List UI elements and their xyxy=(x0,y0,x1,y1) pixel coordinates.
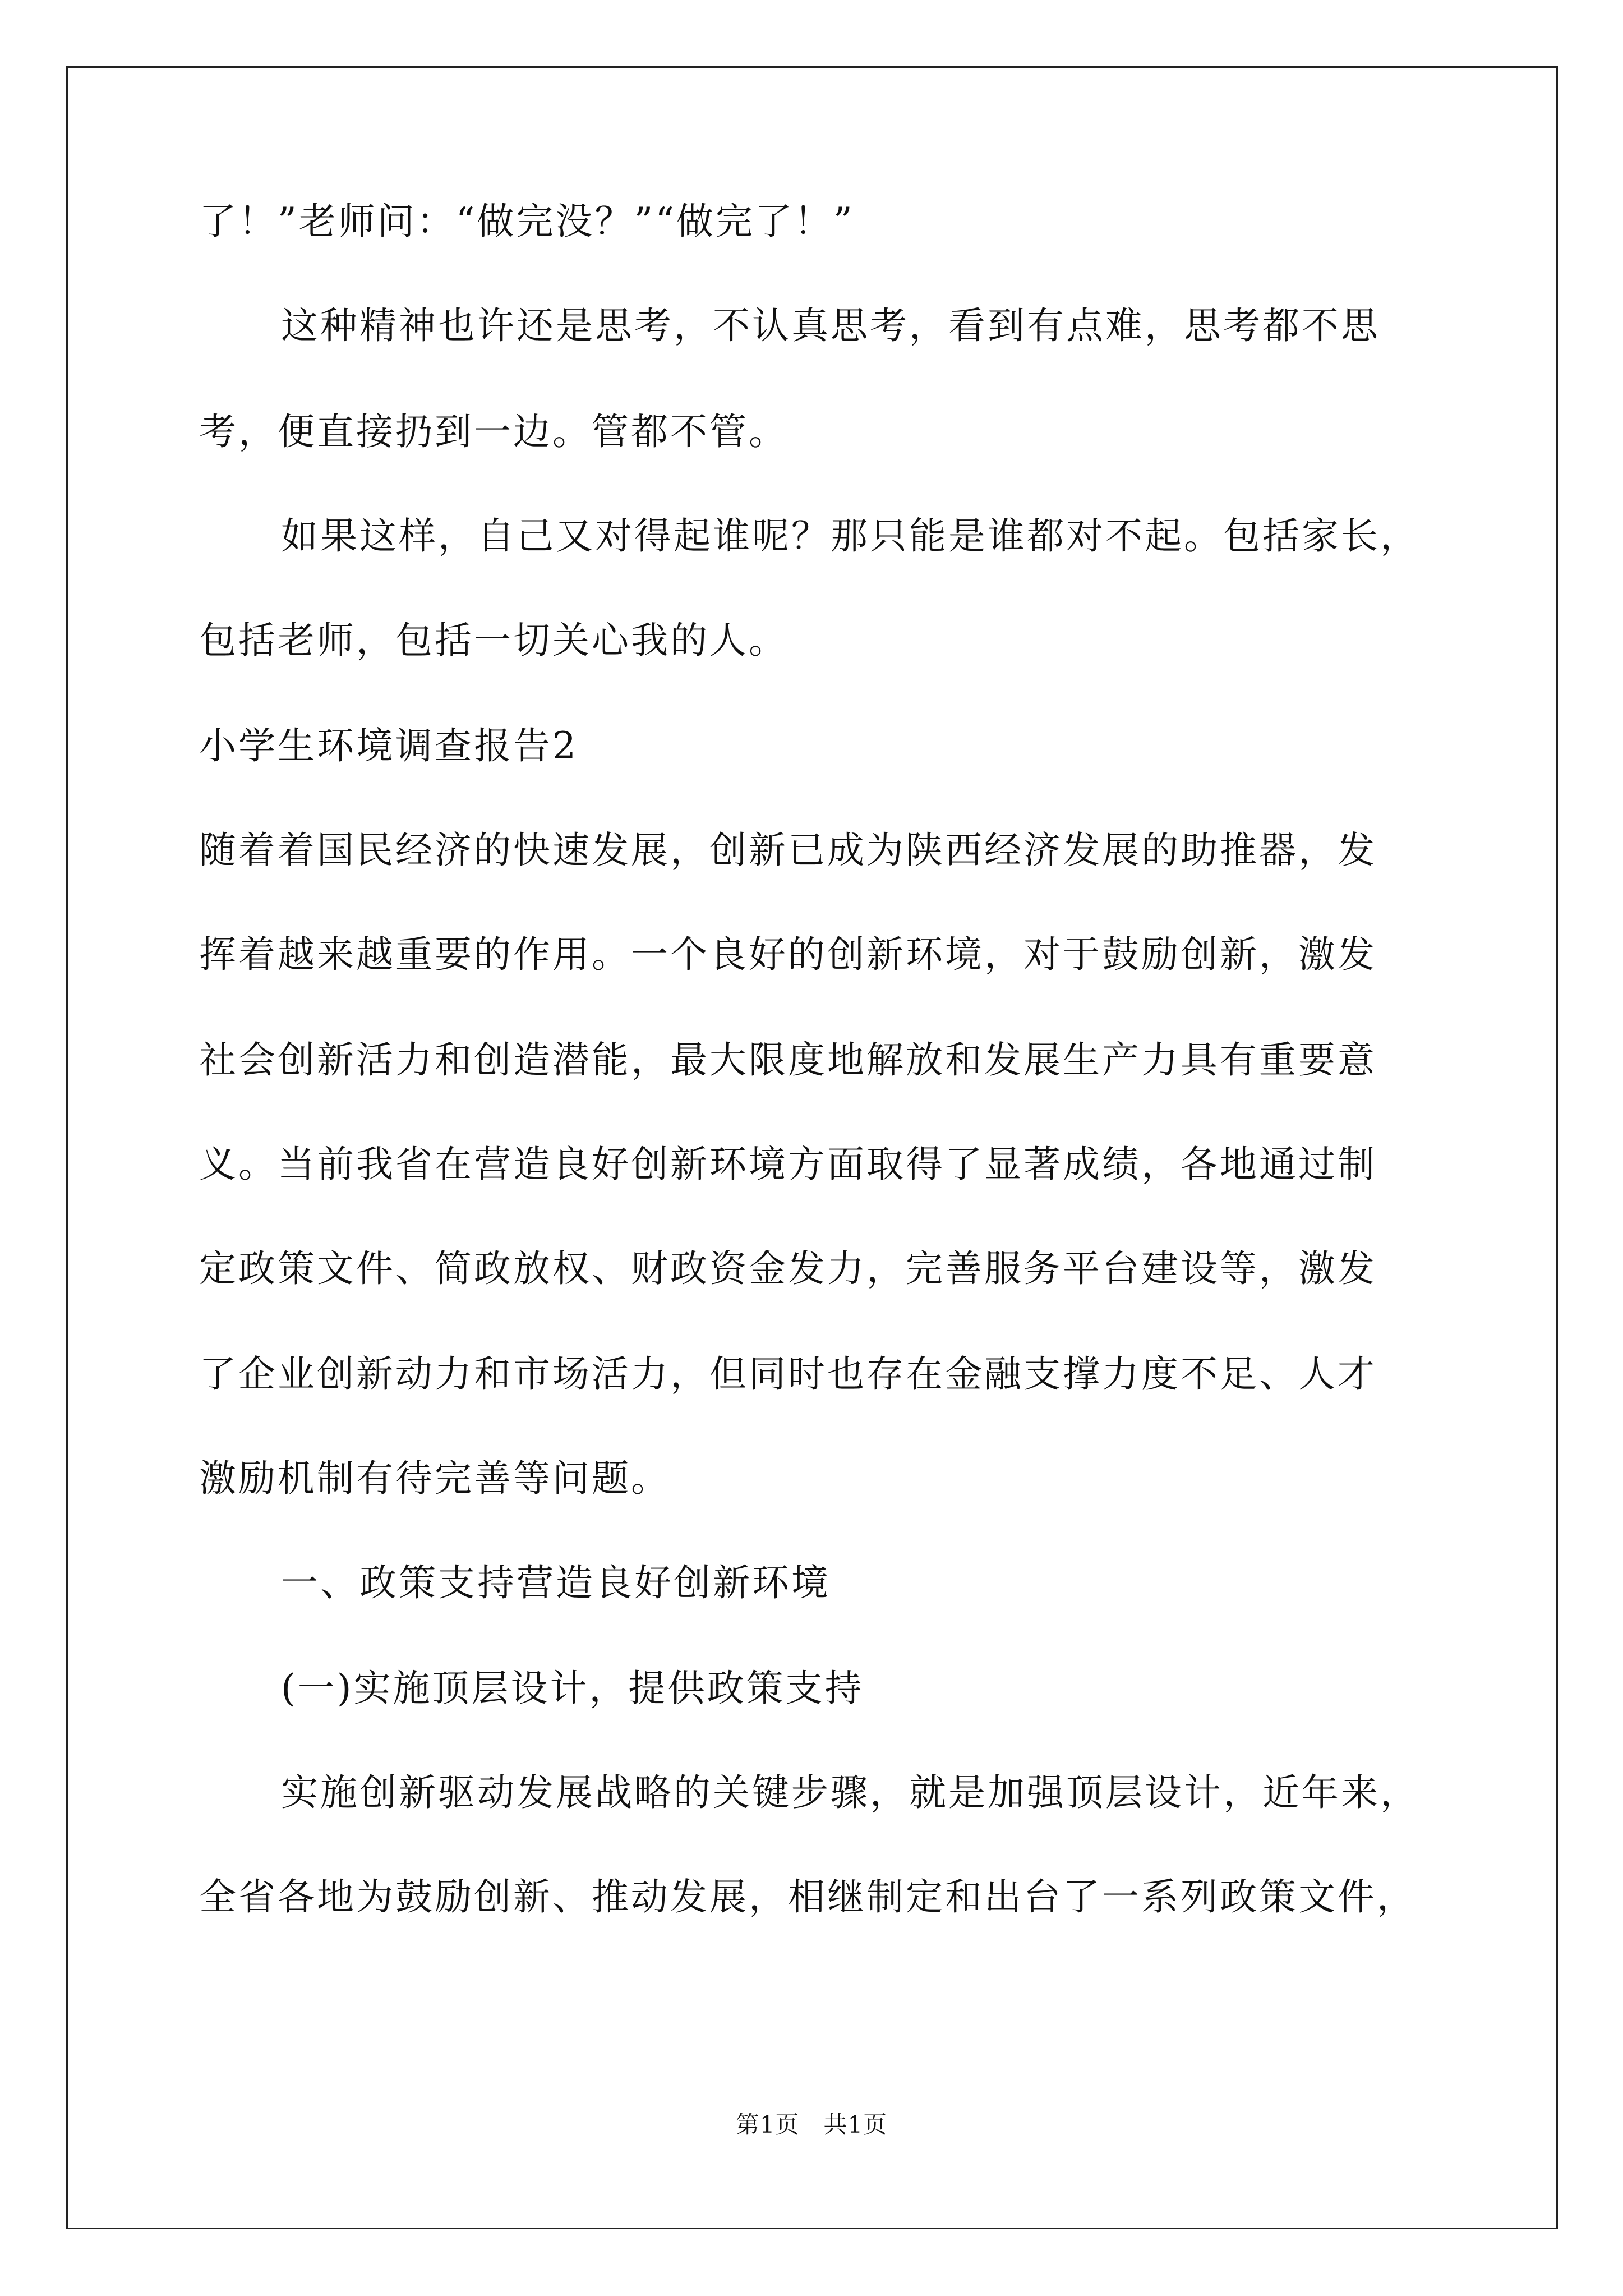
text-line: 社会创新活力和创造潜能，最大限度地解放和发展生产力具有重要意 xyxy=(199,1038,1377,1082)
text-line: 随着着国民经济的快速发展，创新已成为陕西经济发展的助推器，发 xyxy=(199,829,1377,872)
text-line: 了！”老师问：“做完没？”“做完了！” xyxy=(199,200,855,243)
text-line: 挥着越来越重要的作用。一个良好的创新环境，对于鼓励创新，激发 xyxy=(199,933,1377,976)
text-line: 义。当前我省在营造良好创新环境方面取得了显著成绩，各地通过制 xyxy=(199,1143,1377,1186)
text-line: 了企业创新动力和市场活力，但同时也存在金融支撑力度不足、人才 xyxy=(199,1352,1377,1396)
subheading: 一、政策支持营造良好创新环境 xyxy=(281,1561,831,1604)
page-number: 第1页 共1页 xyxy=(735,2111,888,2138)
text-line: 考，便直接扔到一边。管都不管。 xyxy=(199,410,788,453)
text-line: 定政策文件、简政放权、财政资金发力，完善服务平台建设等，激发 xyxy=(199,1247,1377,1290)
text-line: 包括老师，包括一切关心我的人。 xyxy=(199,619,788,662)
text-line: 激励机制有待完善等问题。 xyxy=(199,1457,670,1500)
text-line: 全省各地为鼓励创新、推动发展，相继制定和出台了一系列政策文件， xyxy=(199,1875,1416,1918)
subheading: (一)实施顶层设计，提供政策支持 xyxy=(281,1667,864,1710)
text-line: 这种精神也许还是思考，不认真思考，看到有点难，思考都不思 xyxy=(281,304,1380,347)
text-line: 如果这样，自己又对得起谁呢？那只能是谁都对不起。包括家长， xyxy=(281,514,1419,558)
section-heading: 小学生环境调查报告2 xyxy=(199,724,578,767)
text-line: 实施创新驱动发展战略的关键步骤，就是加强顶层设计，近年来， xyxy=(281,1771,1419,1814)
